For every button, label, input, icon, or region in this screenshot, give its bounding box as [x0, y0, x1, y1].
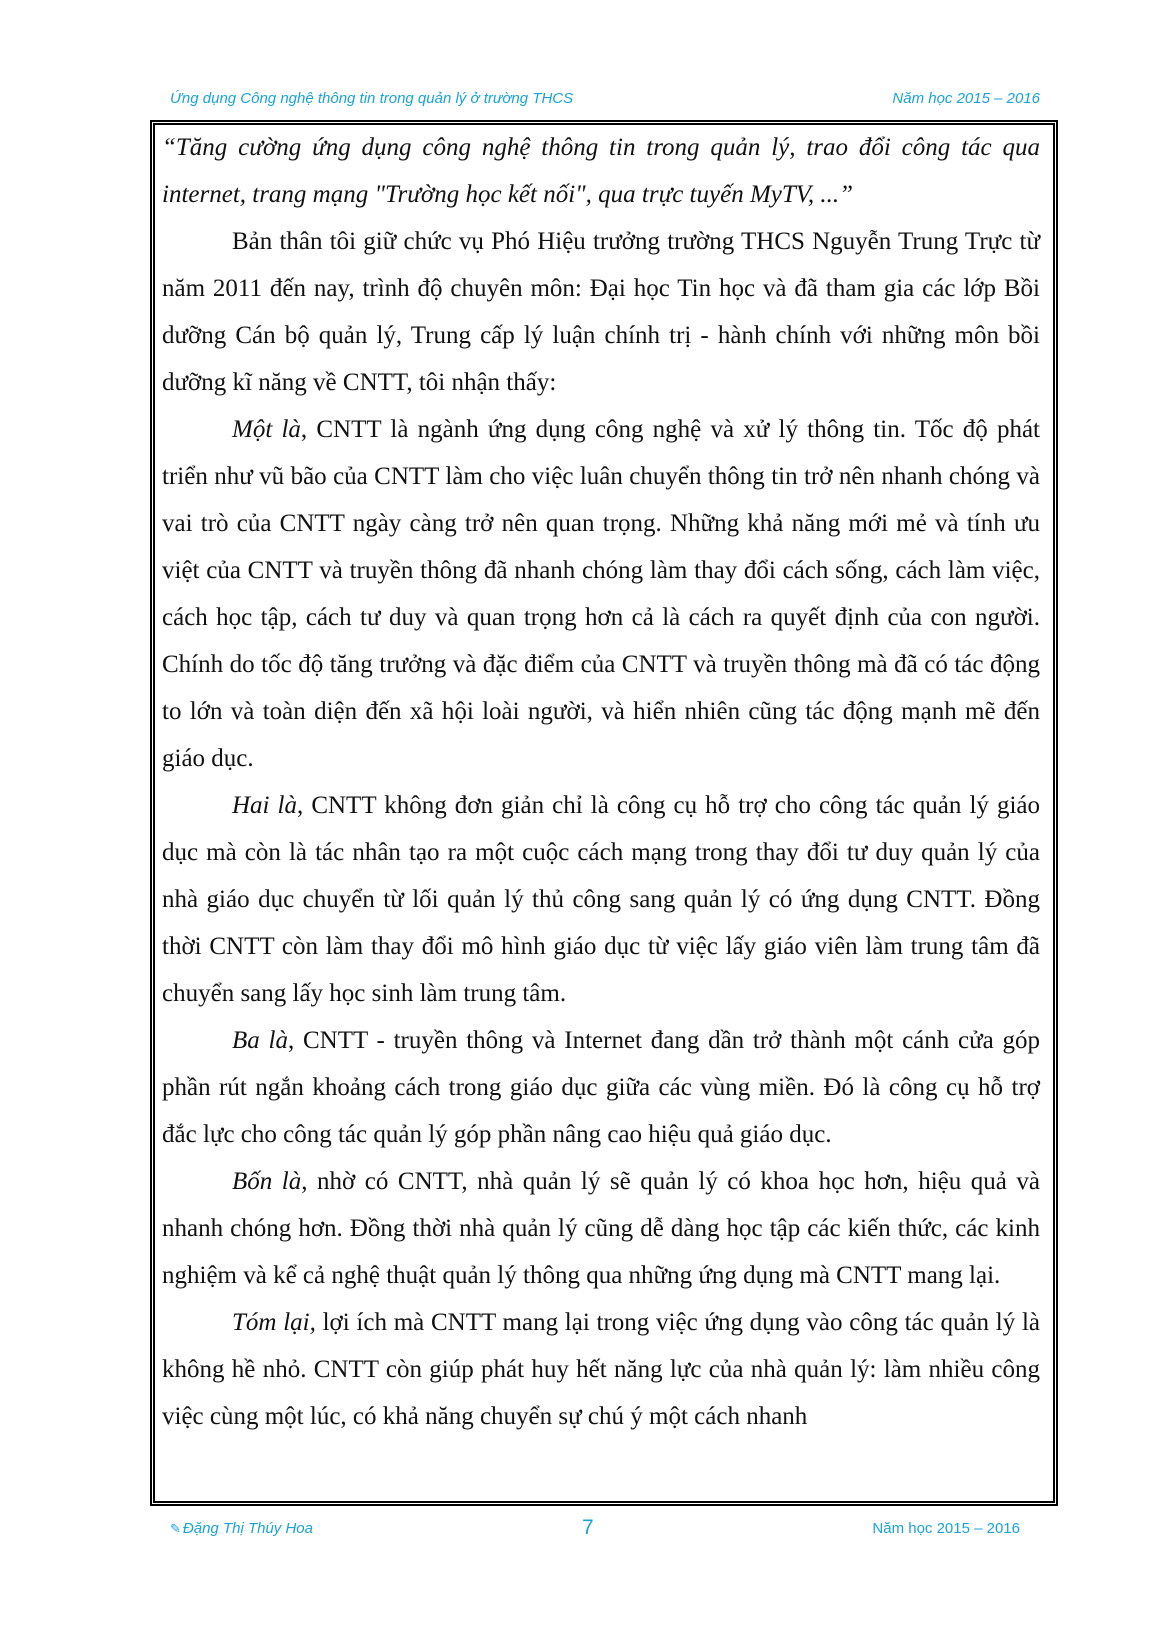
point-paragraph-1: [162, 406, 1040, 782]
point-paragraph-2: [162, 782, 1040, 1017]
summary-text: lợi ích mà CNTT mang lại trong việc ứng dụng vào công tác quản lý là không hề nhỏ. CNTT còn giúp phát huy hết năng lực của nhà quản lý: làm nhiều công việc cùng một lúc, có khả năng chuyển sự chú ý một cách nhanh: [162, 1309, 1040, 1430]
point-text-2: , CNTT không đơn giản chỉ là công cụ hỗ trợ cho công tác quản lý giáo dục mà còn là tác nhân tạo ra một cuộc cách mạng trong thay đổi tư duy quản lý của nhà giáo dục chuyển từ lối quản lý thủ công sang quản lý có ứng dụng CNTT. Đồng thời CNTT còn làm thay đổi mô hình giáo dục từ việc lấy giáo viên làm trung tâm đã chuyển sang lấy học sinh làm trung tâm.: [162, 792, 1040, 1007]
header-school-year: Năm học 2015 – 2016: [892, 90, 1040, 107]
footer-author: [170, 1520, 313, 1537]
quote-paragraph: “Tăng cường ứng dụng công nghệ thông tin trong quản lý, trao đổi công tác qua internet, trang mạng "Trường học kết nối", qua trực tuyến MyTV, ...”: [162, 134, 1040, 208]
point-lead-4: Bốn là: [232, 1168, 302, 1195]
document-body: [162, 124, 1040, 1440]
author-name: Đặng Thị Thúy Hoa: [182, 1520, 313, 1537]
summary-lead: Tóm lại,: [232, 1309, 316, 1336]
point-lead-3: Ba là: [232, 1027, 288, 1054]
intro-paragraph: Bản thân tôi giữ chức vụ Phó Hiệu trưởng trường THCS Nguyễn Trung Trực từ năm 2011 đến nay, trình độ chuyên môn: Đại học Tin học và đã tham gia các lớp Bồi dưỡng Cán bộ quản lý, Trung cấp lý luận chính trị - hành chính với những môn bồi dưỡng kĩ năng về CNTT, tôi nhận thấy:: [162, 228, 1040, 396]
page-number: 7: [582, 1516, 594, 1539]
point-paragraph-3: [162, 1017, 1040, 1158]
footer-school-year: Năm học 2015 – 2016: [872, 1520, 1020, 1537]
point-text-4: , nhờ có CNTT, nhà quản lý sẽ quản lý có khoa học hơn, hiệu quả và nhanh chóng hơn. Đồng thời nhà quản lý cũng dễ dàng học tập các kiến thức, các kinh nghiệm và kể cả nghệ thuật quản lý thông qua những ứng dụng mà CNTT mang lại.: [162, 1168, 1040, 1289]
pen-icon: ✎: [170, 1521, 181, 1536]
summary-paragraph: [162, 1299, 1040, 1440]
header-title: Ứng dụng Công nghệ thông tin trong quản lý ở trường THCS: [170, 90, 574, 107]
point-paragraph-4: [162, 1158, 1040, 1299]
page-footer: [170, 1516, 1020, 1544]
point-lead-1: Một là: [232, 416, 301, 443]
point-text-1: , CNTT là ngành ứng dụng công nghệ và xử lý thông tin. Tốc độ phát triển như vũ bão của CNTT làm cho việc luân chuyển thông tin trở nên nhanh chóng và vai trò của CNTT ngày càng trở nên quan trọng. Những khả năng mới mẻ và tính ưu việt của CNTT và truyền thông đã nhanh chóng làm thay đổi cách sống, cách làm việc, cách học tập, cách tư duy và quan trọng hơn cả là cách ra quyết định của con người. Chính do tốc độ tăng trưởng và đặc điểm của CNTT và truyền thông mà đã có tác động to lớn và toàn diện đến xã hội loài người, và hiển nhiên cũng tác động mạnh mẽ đến giáo dục.: [162, 416, 1040, 772]
point-text-3: , CNTT - truyền thông và Internet đang dần trở thành một cánh cửa góp phần rút ngắn khoảng cách trong giáo dục giữa các vùng miền. Đó là công cụ hỗ trợ đắc lực cho công tác quản lý góp phần nâng cao hiệu quả giáo dục.: [162, 1027, 1041, 1148]
page-header: [170, 90, 1040, 114]
point-lead-2: Hai là: [232, 792, 298, 819]
